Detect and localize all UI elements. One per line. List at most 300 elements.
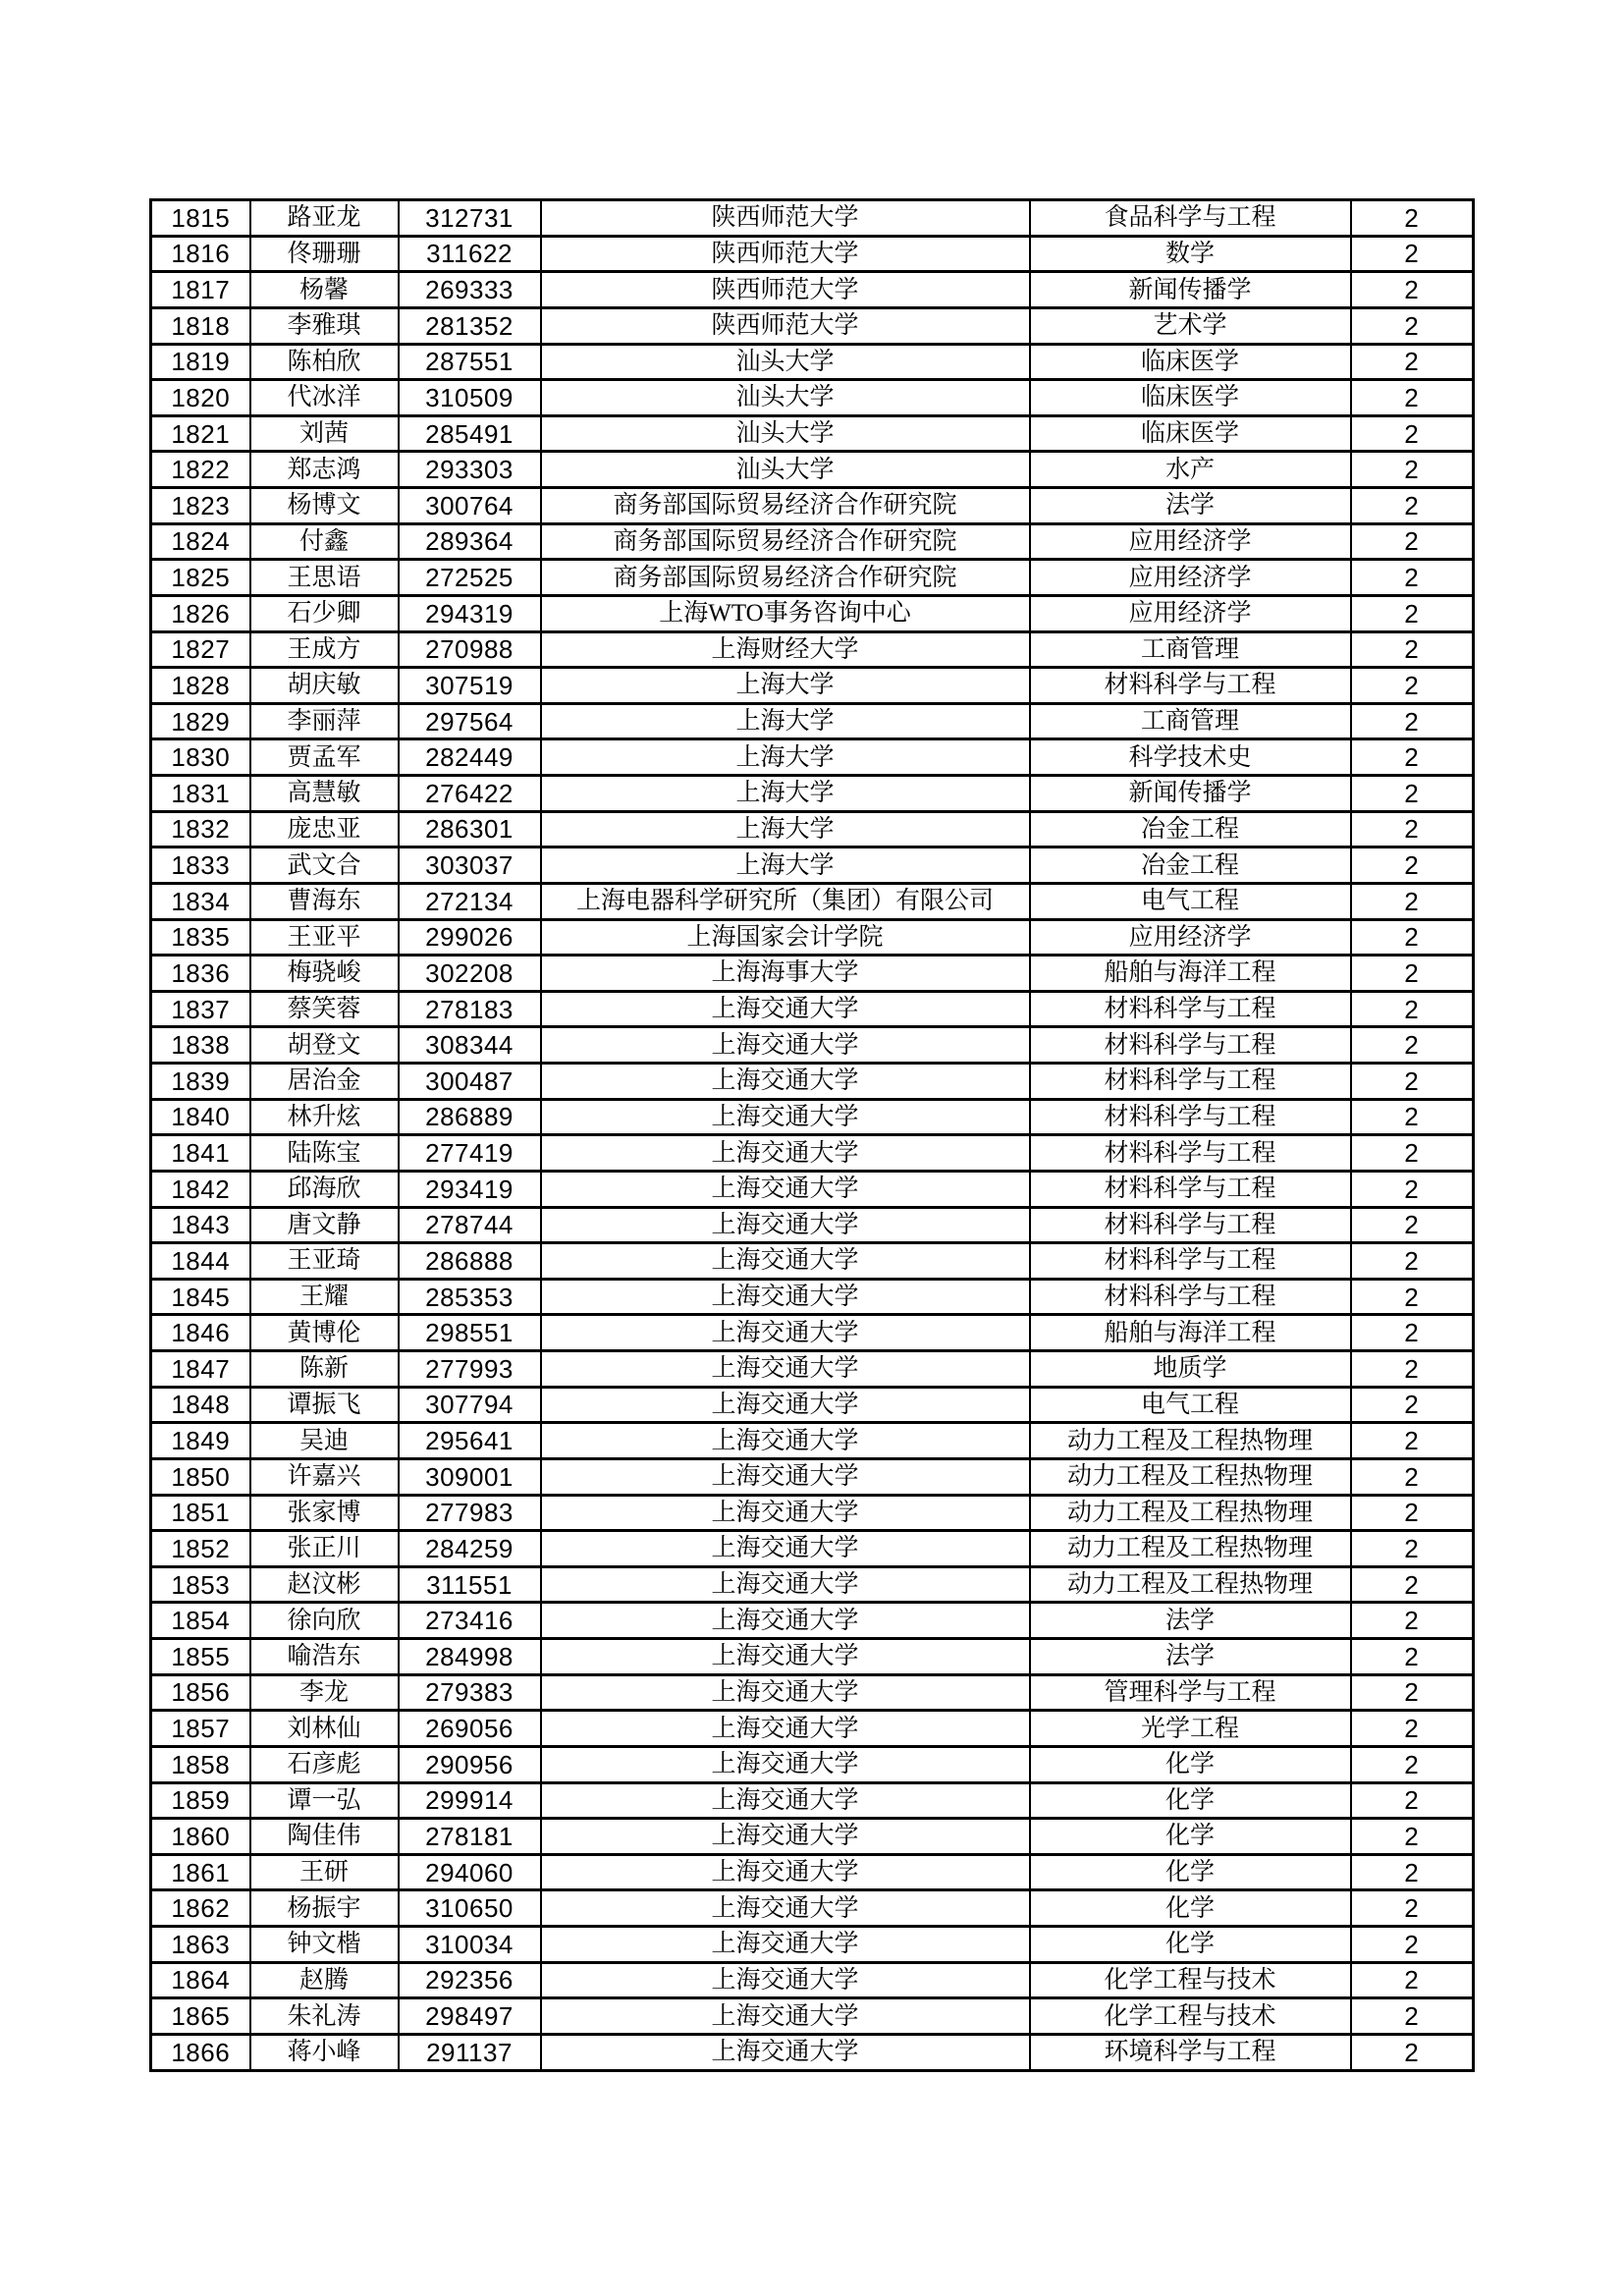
table-row — [151, 1819, 1474, 1855]
institution-cell: 上海交通大学 — [541, 1998, 1030, 2035]
row-number-cell: 1864 — [151, 1962, 250, 1998]
name-cell: 陶佳伟 — [250, 1819, 399, 1855]
quota-cell: 2 — [1351, 523, 1474, 560]
row-number-cell: 1832 — [151, 811, 250, 847]
id-number-cell: 284259 — [399, 1531, 541, 1567]
row-number-cell: 1849 — [151, 1423, 250, 1459]
name-cell: 王亚琦 — [250, 1243, 399, 1280]
quota-cell: 2 — [1351, 1962, 1474, 1998]
name-cell: 石彦彪 — [250, 1746, 399, 1782]
institution-cell: 上海交通大学 — [541, 1639, 1030, 1675]
id-number-cell: 285491 — [399, 415, 541, 452]
discipline-cell: 电气工程 — [1030, 1387, 1351, 1423]
table-row — [151, 956, 1474, 992]
discipline-cell: 法学 — [1030, 1603, 1351, 1639]
table-row — [151, 1135, 1474, 1172]
discipline-cell: 材料科学与工程 — [1030, 1099, 1351, 1135]
row-number-cell: 1833 — [151, 847, 250, 884]
row-number-cell: 1848 — [151, 1387, 250, 1423]
row-number-cell: 1850 — [151, 1458, 250, 1495]
quota-cell: 2 — [1351, 1603, 1474, 1639]
name-cell: 钟文楷 — [250, 1927, 399, 1963]
discipline-cell: 材料科学与工程 — [1030, 1064, 1351, 1100]
discipline-cell: 应用经济学 — [1030, 919, 1351, 956]
id-number-cell: 300764 — [399, 488, 541, 524]
institution-cell: 汕头大学 — [541, 415, 1030, 452]
discipline-cell: 工商管理 — [1030, 703, 1351, 739]
row-number-cell: 1821 — [151, 415, 250, 452]
institution-cell: 汕头大学 — [541, 344, 1030, 380]
row-number-cell: 1865 — [151, 1998, 250, 2035]
institution-cell: 上海交通大学 — [541, 1674, 1030, 1711]
name-cell: 赵腾 — [250, 1962, 399, 1998]
institution-cell: 上海交通大学 — [541, 1819, 1030, 1855]
row-number-cell: 1861 — [151, 1854, 250, 1890]
name-cell: 黄博伦 — [250, 1315, 399, 1351]
quota-cell: 2 — [1351, 1351, 1474, 1388]
discipline-cell: 数学 — [1030, 236, 1351, 272]
name-cell: 邱海欣 — [250, 1171, 399, 1207]
name-cell: 朱礼涛 — [250, 1998, 399, 2035]
id-number-cell: 297564 — [399, 703, 541, 739]
quota-cell: 2 — [1351, 703, 1474, 739]
name-cell: 刘林仙 — [250, 1711, 399, 1747]
row-number-cell: 1866 — [151, 2034, 250, 2070]
row-number-cell: 1859 — [151, 1782, 250, 1819]
name-cell: 付鑫 — [250, 523, 399, 560]
discipline-cell: 船舶与海洋工程 — [1030, 1315, 1351, 1351]
name-cell: 路亚龙 — [250, 200, 399, 237]
id-number-cell: 276422 — [399, 776, 541, 812]
institution-cell: 上海交通大学 — [541, 1854, 1030, 1890]
name-cell: 陈新 — [250, 1351, 399, 1388]
discipline-cell: 应用经济学 — [1030, 595, 1351, 631]
institution-cell: 上海WTO事务咨询中心 — [541, 595, 1030, 631]
table-row — [151, 1243, 1474, 1280]
table-row — [151, 1099, 1474, 1135]
institution-cell: 上海交通大学 — [541, 1387, 1030, 1423]
id-number-cell: 299914 — [399, 1782, 541, 1819]
id-number-cell: 289364 — [399, 523, 541, 560]
institution-cell: 上海交通大学 — [541, 991, 1030, 1027]
quota-cell: 2 — [1351, 1027, 1474, 1064]
name-cell: 庞忠亚 — [250, 811, 399, 847]
name-cell: 杨博文 — [250, 488, 399, 524]
table-row — [151, 272, 1474, 308]
row-number-cell: 1831 — [151, 776, 250, 812]
name-cell: 贾孟军 — [250, 739, 399, 776]
discipline-cell: 法学 — [1030, 488, 1351, 524]
row-number-cell: 1842 — [151, 1171, 250, 1207]
institution-cell: 上海交通大学 — [541, 1351, 1030, 1388]
id-number-cell: 269056 — [399, 1711, 541, 1747]
row-number-cell: 1847 — [151, 1351, 250, 1388]
table-row — [151, 1458, 1474, 1495]
id-number-cell: 291137 — [399, 2034, 541, 2070]
row-number-cell: 1829 — [151, 703, 250, 739]
table-row — [151, 1027, 1474, 1064]
quota-cell: 2 — [1351, 1387, 1474, 1423]
quota-cell: 2 — [1351, 1746, 1474, 1782]
institution-cell: 上海交通大学 — [541, 1962, 1030, 1998]
discipline-cell: 应用经济学 — [1030, 523, 1351, 560]
quota-cell: 2 — [1351, 1423, 1474, 1459]
id-number-cell: 293419 — [399, 1171, 541, 1207]
id-number-cell: 300487 — [399, 1064, 541, 1100]
table-row — [151, 1674, 1474, 1711]
institution-cell: 上海大学 — [541, 847, 1030, 884]
quota-cell: 2 — [1351, 380, 1474, 416]
institution-cell: 上海大学 — [541, 739, 1030, 776]
row-number-cell: 1843 — [151, 1207, 250, 1243]
institution-cell: 上海交通大学 — [541, 1099, 1030, 1135]
table-row — [151, 1387, 1474, 1423]
table-row — [151, 1927, 1474, 1963]
table-row — [151, 1423, 1474, 1459]
name-cell: 王思语 — [250, 560, 399, 596]
discipline-cell: 化学 — [1030, 1819, 1351, 1855]
institution-cell: 上海交通大学 — [541, 1243, 1030, 1280]
quota-cell: 2 — [1351, 1531, 1474, 1567]
id-number-cell: 299026 — [399, 919, 541, 956]
institution-cell: 上海大学 — [541, 776, 1030, 812]
name-cell: 谭一弘 — [250, 1782, 399, 1819]
table-row — [151, 2034, 1474, 2070]
institution-cell: 上海大学 — [541, 703, 1030, 739]
name-cell: 陈柏欣 — [250, 344, 399, 380]
quota-cell: 2 — [1351, 1458, 1474, 1495]
table-row — [151, 739, 1474, 776]
id-number-cell: 294060 — [399, 1854, 541, 1890]
name-cell: 高慧敏 — [250, 776, 399, 812]
institution-cell: 陕西师范大学 — [541, 200, 1030, 237]
quota-cell: 2 — [1351, 1639, 1474, 1675]
id-number-cell: 286301 — [399, 811, 541, 847]
institution-cell: 陕西师范大学 — [541, 236, 1030, 272]
id-number-cell: 272525 — [399, 560, 541, 596]
id-number-cell: 310509 — [399, 380, 541, 416]
quota-cell: 2 — [1351, 344, 1474, 380]
discipline-cell: 新闻传播学 — [1030, 776, 1351, 812]
row-number-cell: 1857 — [151, 1711, 250, 1747]
institution-cell: 商务部国际贸易经济合作研究院 — [541, 523, 1030, 560]
discipline-cell: 化学工程与技术 — [1030, 1998, 1351, 2035]
name-cell: 曹海东 — [250, 883, 399, 919]
quota-cell: 2 — [1351, 452, 1474, 488]
row-number-cell: 1845 — [151, 1279, 250, 1315]
quota-cell: 2 — [1351, 1998, 1474, 2035]
discipline-cell: 临床医学 — [1030, 415, 1351, 452]
discipline-cell: 食品科学与工程 — [1030, 200, 1351, 237]
quota-cell: 2 — [1351, 236, 1474, 272]
institution-cell: 上海交通大学 — [541, 1603, 1030, 1639]
id-number-cell: 307794 — [399, 1387, 541, 1423]
institution-cell: 上海交通大学 — [541, 1064, 1030, 1100]
name-cell: 李龙 — [250, 1674, 399, 1711]
row-number-cell: 1855 — [151, 1639, 250, 1675]
id-number-cell: 298551 — [399, 1315, 541, 1351]
row-number-cell: 1818 — [151, 307, 250, 344]
quota-cell: 2 — [1351, 415, 1474, 452]
name-cell: 胡登文 — [250, 1027, 399, 1064]
table-row — [151, 1998, 1474, 2035]
institution-cell: 上海交通大学 — [541, 1566, 1030, 1603]
id-number-cell: 278181 — [399, 1819, 541, 1855]
discipline-cell: 环境科学与工程 — [1030, 2034, 1351, 2070]
row-number-cell: 1836 — [151, 956, 250, 992]
quota-cell: 2 — [1351, 1171, 1474, 1207]
institution-cell: 陕西师范大学 — [541, 272, 1030, 308]
institution-cell: 商务部国际贸易经济合作研究院 — [541, 560, 1030, 596]
id-number-cell: 269333 — [399, 272, 541, 308]
name-cell: 陆陈宝 — [250, 1135, 399, 1172]
row-number-cell: 1841 — [151, 1135, 250, 1172]
quota-cell: 2 — [1351, 991, 1474, 1027]
name-cell: 许嘉兴 — [250, 1458, 399, 1495]
discipline-cell: 动力工程及工程热物理 — [1030, 1495, 1351, 1531]
table-row — [151, 523, 1474, 560]
id-number-cell: 298497 — [399, 1998, 541, 2035]
row-number-cell: 1858 — [151, 1746, 250, 1782]
name-cell: 李丽萍 — [250, 703, 399, 739]
table-row — [151, 560, 1474, 596]
discipline-cell: 动力工程及工程热物理 — [1030, 1566, 1351, 1603]
quota-cell: 2 — [1351, 776, 1474, 812]
name-cell: 蔡笑蓉 — [250, 991, 399, 1027]
discipline-cell: 电气工程 — [1030, 883, 1351, 919]
discipline-cell: 材料科学与工程 — [1030, 1027, 1351, 1064]
row-number-cell: 1823 — [151, 488, 250, 524]
id-number-cell: 279383 — [399, 1674, 541, 1711]
name-cell: 石少卿 — [250, 595, 399, 631]
row-number-cell: 1835 — [151, 919, 250, 956]
id-number-cell: 292356 — [399, 1962, 541, 1998]
row-number-cell: 1839 — [151, 1064, 250, 1100]
discipline-cell: 化学 — [1030, 1890, 1351, 1927]
quota-cell: 2 — [1351, 1819, 1474, 1855]
quota-cell: 2 — [1351, 1135, 1474, 1172]
quota-cell: 2 — [1351, 1890, 1474, 1927]
table-row — [151, 883, 1474, 919]
row-number-cell: 1826 — [151, 595, 250, 631]
quota-cell: 2 — [1351, 739, 1474, 776]
id-number-cell: 287551 — [399, 344, 541, 380]
institution-cell: 上海交通大学 — [541, 1027, 1030, 1064]
table-row — [151, 307, 1474, 344]
quota-cell: 2 — [1351, 595, 1474, 631]
table-row — [151, 380, 1474, 416]
table-row — [151, 344, 1474, 380]
name-cell: 杨振宇 — [250, 1890, 399, 1927]
row-number-cell: 1856 — [151, 1674, 250, 1711]
quota-cell: 2 — [1351, 1279, 1474, 1315]
name-cell: 王亚平 — [250, 919, 399, 956]
institution-cell: 上海交通大学 — [541, 1711, 1030, 1747]
institution-cell: 上海交通大学 — [541, 1135, 1030, 1172]
row-number-cell: 1830 — [151, 739, 250, 776]
quota-cell: 2 — [1351, 1207, 1474, 1243]
discipline-cell: 动力工程及工程热物理 — [1030, 1423, 1351, 1459]
id-number-cell: 309001 — [399, 1458, 541, 1495]
institution-cell: 上海交通大学 — [541, 1495, 1030, 1531]
discipline-cell: 应用经济学 — [1030, 560, 1351, 596]
discipline-cell: 临床医学 — [1030, 380, 1351, 416]
table-row — [151, 1711, 1474, 1747]
name-cell: 蒋小峰 — [250, 2034, 399, 2070]
discipline-cell: 科学技术史 — [1030, 739, 1351, 776]
table-row — [151, 1890, 1474, 1927]
discipline-cell: 新闻传播学 — [1030, 272, 1351, 308]
table-row — [151, 1639, 1474, 1675]
id-number-cell: 286889 — [399, 1099, 541, 1135]
row-number-cell: 1844 — [151, 1243, 250, 1280]
table-row — [151, 1603, 1474, 1639]
discipline-cell: 化学工程与技术 — [1030, 1962, 1351, 1998]
institution-cell: 上海交通大学 — [541, 1279, 1030, 1315]
row-number-cell: 1853 — [151, 1566, 250, 1603]
table-row — [151, 415, 1474, 452]
table-row — [151, 1495, 1474, 1531]
quota-cell: 2 — [1351, 847, 1474, 884]
quota-cell: 2 — [1351, 956, 1474, 992]
discipline-cell: 水产 — [1030, 452, 1351, 488]
row-number-cell: 1816 — [151, 236, 250, 272]
row-number-cell: 1837 — [151, 991, 250, 1027]
discipline-cell: 法学 — [1030, 1639, 1351, 1675]
table-row — [151, 236, 1474, 272]
table-row — [151, 631, 1474, 668]
discipline-cell: 冶金工程 — [1030, 847, 1351, 884]
id-number-cell: 290956 — [399, 1746, 541, 1782]
table-row — [151, 1279, 1474, 1315]
name-cell: 王成方 — [250, 631, 399, 668]
row-number-cell: 1820 — [151, 380, 250, 416]
table-row — [151, 668, 1474, 704]
row-number-cell: 1827 — [151, 631, 250, 668]
discipline-cell: 动力工程及工程热物理 — [1030, 1531, 1351, 1567]
discipline-cell: 化学 — [1030, 1854, 1351, 1890]
institution-cell: 商务部国际贸易经济合作研究院 — [541, 488, 1030, 524]
table-row — [151, 919, 1474, 956]
quota-cell: 2 — [1351, 1674, 1474, 1711]
id-number-cell: 285353 — [399, 1279, 541, 1315]
row-number-cell: 1822 — [151, 452, 250, 488]
institution-cell: 汕头大学 — [541, 380, 1030, 416]
name-cell: 喻浩东 — [250, 1639, 399, 1675]
name-cell: 赵汶彬 — [250, 1566, 399, 1603]
row-number-cell: 1825 — [151, 560, 250, 596]
institution-cell: 上海国家会计学院 — [541, 919, 1030, 956]
row-number-cell: 1854 — [151, 1603, 250, 1639]
row-number-cell: 1824 — [151, 523, 250, 560]
table-row — [151, 1854, 1474, 1890]
quota-cell: 2 — [1351, 1782, 1474, 1819]
institution-cell: 上海交通大学 — [541, 1171, 1030, 1207]
id-number-cell: 273416 — [399, 1603, 541, 1639]
id-number-cell: 307519 — [399, 668, 541, 704]
discipline-cell: 材料科学与工程 — [1030, 991, 1351, 1027]
row-number-cell: 1819 — [151, 344, 250, 380]
name-cell: 李雅琪 — [250, 307, 399, 344]
quota-cell: 2 — [1351, 488, 1474, 524]
row-number-cell: 1862 — [151, 1890, 250, 1927]
discipline-cell: 材料科学与工程 — [1030, 1243, 1351, 1280]
institution-cell: 上海交通大学 — [541, 1746, 1030, 1782]
id-number-cell: 308344 — [399, 1027, 541, 1064]
discipline-cell: 管理科学与工程 — [1030, 1674, 1351, 1711]
id-number-cell: 277419 — [399, 1135, 541, 1172]
id-number-cell: 294319 — [399, 595, 541, 631]
row-number-cell: 1815 — [151, 200, 250, 237]
quota-cell: 2 — [1351, 1064, 1474, 1100]
roster-table-container — [149, 198, 1475, 2072]
quota-cell: 2 — [1351, 1243, 1474, 1280]
quota-cell: 2 — [1351, 1927, 1474, 1963]
quota-cell: 2 — [1351, 883, 1474, 919]
name-cell: 佟珊珊 — [250, 236, 399, 272]
table-row — [151, 1746, 1474, 1782]
discipline-cell: 光学工程 — [1030, 1711, 1351, 1747]
institution-cell: 上海交通大学 — [541, 1927, 1030, 1963]
table-row — [151, 991, 1474, 1027]
name-cell: 胡庆敏 — [250, 668, 399, 704]
name-cell: 杨馨 — [250, 272, 399, 308]
table-row — [151, 1782, 1474, 1819]
table-row — [151, 595, 1474, 631]
table-row — [151, 776, 1474, 812]
roster-table — [149, 198, 1475, 2072]
table-row — [151, 1531, 1474, 1567]
institution-cell: 上海海事大学 — [541, 956, 1030, 992]
quota-cell: 2 — [1351, 1099, 1474, 1135]
roster-table-body — [151, 200, 1474, 2071]
row-number-cell: 1817 — [151, 272, 250, 308]
name-cell: 刘茜 — [250, 415, 399, 452]
id-number-cell: 277993 — [399, 1351, 541, 1388]
quota-cell: 2 — [1351, 1711, 1474, 1747]
institution-cell: 上海电器科学研究所（集团）有限公司 — [541, 883, 1030, 919]
discipline-cell: 临床医学 — [1030, 344, 1351, 380]
quota-cell: 2 — [1351, 1315, 1474, 1351]
discipline-cell: 材料科学与工程 — [1030, 1207, 1351, 1243]
discipline-cell: 化学 — [1030, 1746, 1351, 1782]
table-row — [151, 703, 1474, 739]
discipline-cell: 艺术学 — [1030, 307, 1351, 344]
discipline-cell: 材料科学与工程 — [1030, 668, 1351, 704]
row-number-cell: 1838 — [151, 1027, 250, 1064]
quota-cell: 2 — [1351, 668, 1474, 704]
table-row — [151, 452, 1474, 488]
row-number-cell: 1852 — [151, 1531, 250, 1567]
id-number-cell: 303037 — [399, 847, 541, 884]
id-number-cell: 310650 — [399, 1890, 541, 1927]
quota-cell: 2 — [1351, 307, 1474, 344]
id-number-cell: 286888 — [399, 1243, 541, 1280]
table-row — [151, 1207, 1474, 1243]
quota-cell: 2 — [1351, 811, 1474, 847]
name-cell: 郑志鸿 — [250, 452, 399, 488]
discipline-cell: 材料科学与工程 — [1030, 1135, 1351, 1172]
name-cell: 张正川 — [250, 1531, 399, 1567]
discipline-cell: 地质学 — [1030, 1351, 1351, 1388]
discipline-cell: 材料科学与工程 — [1030, 1171, 1351, 1207]
name-cell: 居治金 — [250, 1064, 399, 1100]
institution-cell: 上海大学 — [541, 668, 1030, 704]
id-number-cell: 311622 — [399, 236, 541, 272]
institution-cell: 上海交通大学 — [541, 1531, 1030, 1567]
discipline-cell: 化学 — [1030, 1782, 1351, 1819]
quota-cell: 2 — [1351, 272, 1474, 308]
